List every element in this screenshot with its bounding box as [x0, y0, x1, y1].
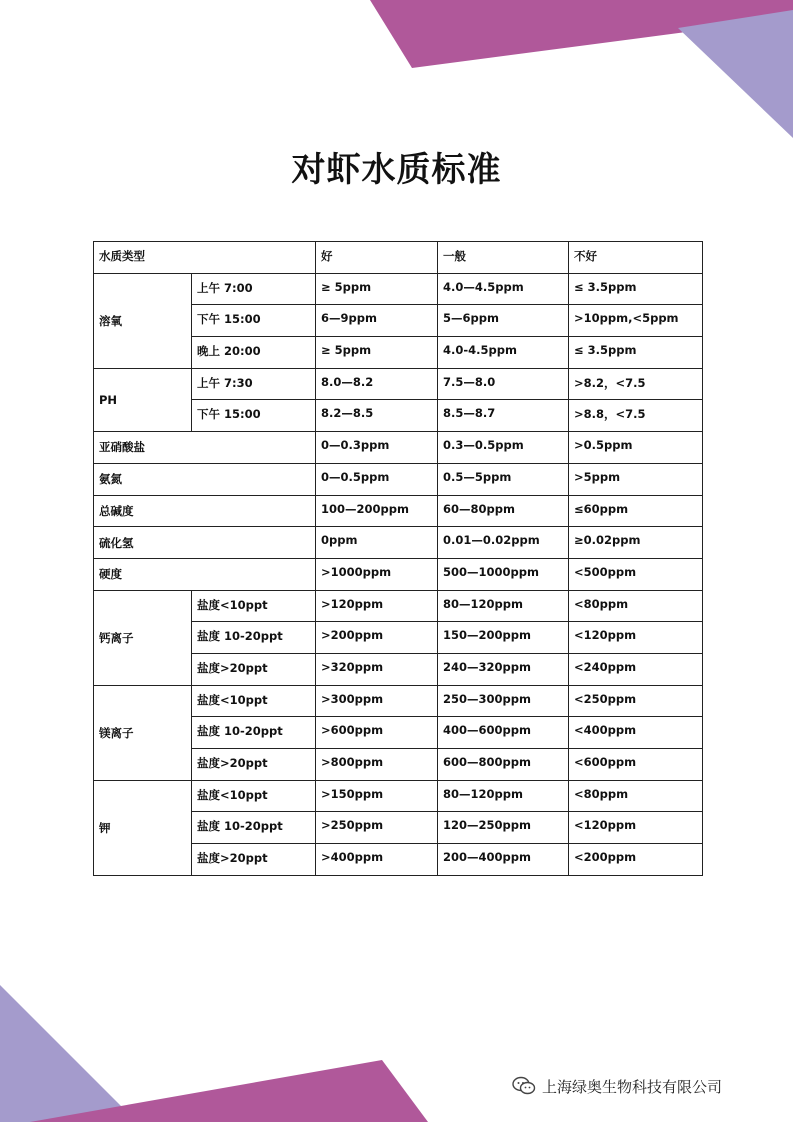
value-good: 8.0—8.2 [316, 368, 438, 400]
value-good: >1000ppm [316, 558, 438, 590]
parameter-condition: 盐度<10ppt [192, 685, 316, 717]
value-normal: 7.5—8.0 [438, 368, 569, 400]
bottom-lavender-triangle [0, 985, 125, 1122]
table-row [94, 368, 703, 400]
parameter-name: 总碱度 [94, 495, 316, 527]
value-good: >600ppm [316, 717, 438, 749]
parameter-name: 硬度 [94, 558, 316, 590]
value-bad: <500ppm [569, 558, 703, 590]
header-good: 好 [316, 242, 438, 274]
value-normal: 500—1000ppm [438, 558, 569, 590]
value-normal: 8.5—8.7 [438, 400, 569, 432]
table-row [94, 558, 703, 590]
parameter-category: 溶氧 [94, 273, 192, 368]
company-name: 上海绿奥生物科技有限公司 [542, 1077, 723, 1096]
value-good: 0—0.5ppm [316, 463, 438, 495]
table-header-row [94, 242, 703, 274]
value-normal: 250—300ppm [438, 685, 569, 717]
parameter-condition: 盐度<10ppt [192, 780, 316, 812]
parameter-name: 亚硝酸盐 [94, 432, 316, 464]
parameter-condition: 上午 7:00 [192, 273, 316, 305]
page-title: 对虾水质标准 [291, 150, 502, 190]
value-normal: 120—250ppm [438, 812, 569, 844]
wechat-icon [512, 1076, 536, 1096]
value-good: >800ppm [316, 749, 438, 781]
table-row [94, 685, 703, 717]
parameter-category: PH [94, 368, 192, 431]
water-quality-table [93, 241, 703, 876]
value-normal: 240—320ppm [438, 653, 569, 685]
value-normal: 200—400ppm [438, 844, 569, 876]
value-bad: >0.5ppm [569, 432, 703, 464]
value-bad: <600ppm [569, 749, 703, 781]
value-bad: ≤ 3.5ppm [569, 337, 703, 369]
value-bad: ≥0.02ppm [569, 527, 703, 559]
table-row [94, 273, 703, 305]
value-good: 0ppm [316, 527, 438, 559]
value-normal: 150—200ppm [438, 622, 569, 654]
value-bad: >10ppm,<5ppm [569, 305, 703, 337]
value-good: >300ppm [316, 685, 438, 717]
table-row [94, 590, 703, 622]
value-good: ≥ 5ppm [316, 273, 438, 305]
table-row [94, 463, 703, 495]
value-bad: <80ppm [569, 590, 703, 622]
value-bad: >5ppm [569, 463, 703, 495]
value-bad: <250ppm [569, 685, 703, 717]
value-bad: >8.8，<7.5 [569, 400, 703, 432]
value-good: 100—200ppm [316, 495, 438, 527]
parameter-category: 钙离子 [94, 590, 192, 685]
parameter-condition: 盐度>20ppt [192, 653, 316, 685]
parameter-condition: 盐度<10ppt [192, 590, 316, 622]
value-bad: <120ppm [569, 622, 703, 654]
parameter-name: 硫化氢 [94, 527, 316, 559]
parameter-condition: 上午 7:30 [192, 368, 316, 400]
header-bad: 不好 [569, 242, 703, 274]
value-good: >120ppm [316, 590, 438, 622]
parameter-condition: 盐度 10-20ppt [192, 812, 316, 844]
value-good: ≥ 5ppm [316, 337, 438, 369]
parameter-category: 镁离子 [94, 685, 192, 780]
parameter-condition: 盐度 10-20ppt [192, 717, 316, 749]
parameter-condition: 盐度 10-20ppt [192, 622, 316, 654]
value-bad: <200ppm [569, 844, 703, 876]
value-bad: <240ppm [569, 653, 703, 685]
value-normal: 600—800ppm [438, 749, 569, 781]
value-normal: 0.01—0.02ppm [438, 527, 569, 559]
parameter-category: 钾 [94, 780, 192, 875]
value-normal: 0.3—0.5ppm [438, 432, 569, 464]
value-normal: 4.0-4.5ppm [438, 337, 569, 369]
value-good: >250ppm [316, 812, 438, 844]
parameter-condition: 晚上 20:00 [192, 337, 316, 369]
value-bad: ≤ 3.5ppm [569, 273, 703, 305]
footer-brand [512, 1074, 722, 1098]
header-type: 水质类型 [94, 242, 316, 274]
value-good: >200ppm [316, 622, 438, 654]
value-normal: 5—6ppm [438, 305, 569, 337]
value-normal: 0.5—5ppm [438, 463, 569, 495]
value-good: >400ppm [316, 844, 438, 876]
parameter-condition: 盐度>20ppt [192, 749, 316, 781]
parameter-condition: 下午 15:00 [192, 400, 316, 432]
value-normal: 4.0—4.5ppm [438, 273, 569, 305]
value-good: >320ppm [316, 653, 438, 685]
value-normal: 60—80ppm [438, 495, 569, 527]
value-bad: <120ppm [569, 812, 703, 844]
value-good: 0—0.3ppm [316, 432, 438, 464]
value-normal: 80—120ppm [438, 590, 569, 622]
table-row [94, 495, 703, 527]
value-bad: ≤60ppm [569, 495, 703, 527]
value-good: 6—9ppm [316, 305, 438, 337]
parameter-condition: 盐度>20ppt [192, 844, 316, 876]
parameter-condition: 下午 15:00 [192, 305, 316, 337]
value-bad: <400ppm [569, 717, 703, 749]
value-normal: 80—120ppm [438, 780, 569, 812]
table-row [94, 432, 703, 464]
value-bad: >8.2，<7.5 [569, 368, 703, 400]
value-good: >150ppm [316, 780, 438, 812]
value-normal: 400—600ppm [438, 717, 569, 749]
value-bad: <80ppm [569, 780, 703, 812]
header-normal: 一般 [438, 242, 569, 274]
value-good: 8.2—8.5 [316, 400, 438, 432]
parameter-name: 氨氮 [94, 463, 316, 495]
top-lavender-triangle [678, 10, 793, 138]
table-row [94, 527, 703, 559]
table-row [94, 780, 703, 812]
